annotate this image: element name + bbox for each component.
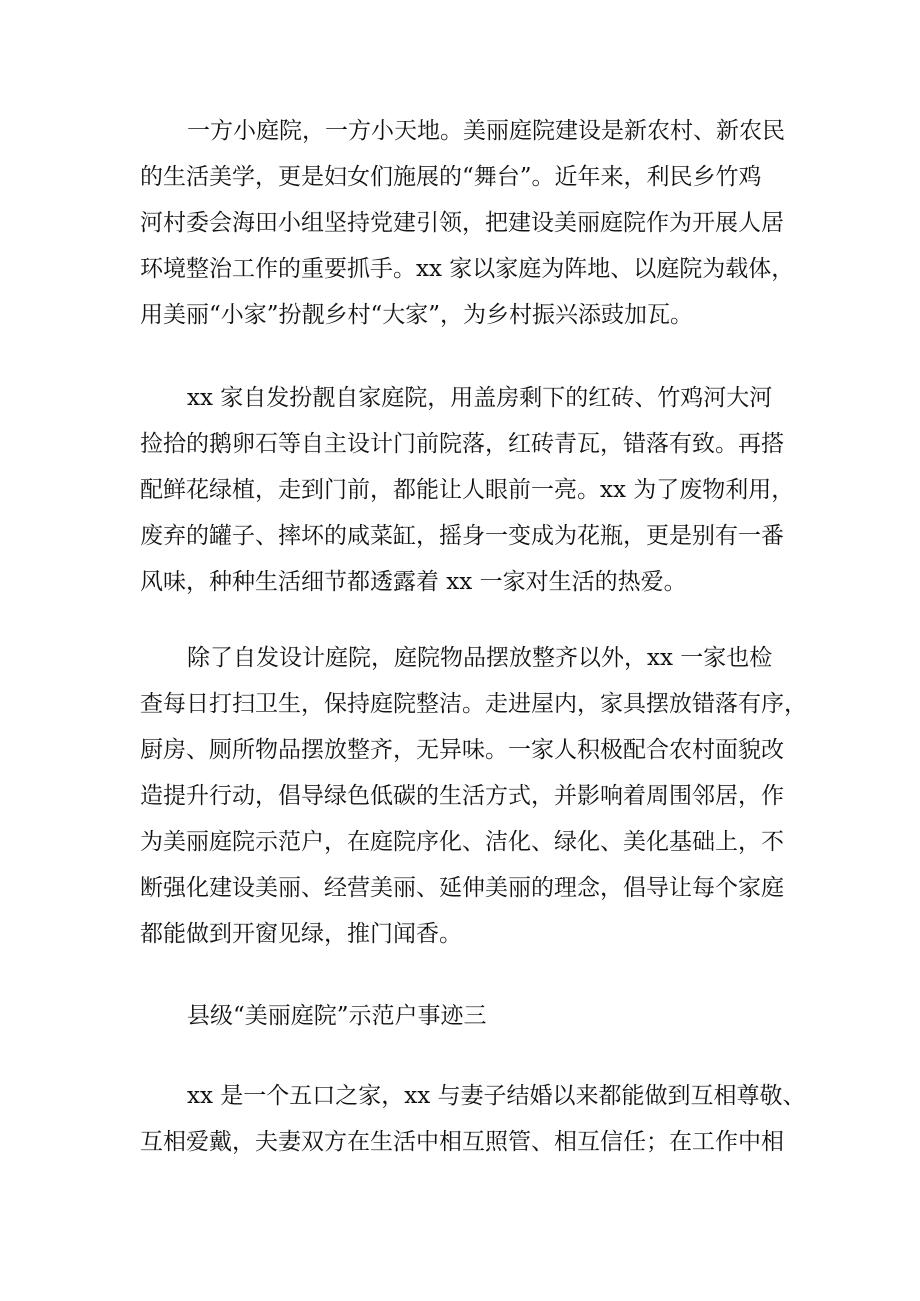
paragraph-1-line-3: 河村委会海田小组坚持党建引领，把建设美丽庭院作为开展人居	[140, 210, 784, 236]
paragraph-1-line-1: 一方小庭院，一方小天地。美丽庭院建设是新农村、新农民	[187, 118, 785, 144]
paragraph-4-line-1: xx 是一个五口之家，xx 与妻子结婚以来都能做到互相尊敬、	[187, 1083, 806, 1109]
paragraph-1-line-2: 的生活美学，更是妇女们施展的“舞台”。近年来，利民乡竹鸡	[140, 164, 762, 190]
paragraph-3-line-1: 除了自发设计庭院，庭院物品摆放整齐以外，xx 一家也检	[187, 645, 773, 671]
paragraph-3-line-3: 厨房、厕所物品摆放整齐，无异味。一家人积极配合农村面貌改	[140, 737, 784, 763]
paragraph-3-line-7: 都能做到开窗见绿，推门闻香。	[140, 921, 462, 947]
paragraph-4-line-2: 互相爱戴，夫妻双方在生活中相互照管、相互信任；在工作中相	[140, 1129, 784, 1155]
paragraph-3-line-2: 查每日打扫卫生，保持庭院整洁。走进屋内，家具摆放错落有序，	[140, 691, 807, 717]
paragraph-1-line-4: 环境整治工作的重要抓手。xx 家以家庭为阵地、以庭院为载体，	[140, 256, 795, 282]
paragraph-2-line-3: 配鲜花绿植，走到门前，都能让人眼前一亮。xx 为了废物利用，	[140, 477, 795, 503]
paragraph-3-line-6: 断强化建设美丽、经营美丽、延伸美丽的理念，倡导让每个家庭	[140, 875, 784, 901]
paragraph-2-line-2: 捡拾的鹅卵石等自主设计门前院落，红砖青瓦，错落有致。再搭	[140, 431, 784, 457]
paragraph-3-line-5: 为美丽庭院示范户，在庭院序化、洁化、绿化、美化基础上，不	[140, 829, 784, 855]
paragraph-1-line-5: 用美丽“小家”扮靓乡村“大家”，为乡村振兴添豉加瓦。	[140, 302, 694, 328]
paragraph-2-line-1: xx 家自发扮靓自家庭院，用盖房剩下的红砖、竹鸡河大河	[187, 385, 773, 411]
section-heading: 县级“美丽庭院”示范户事迹三	[187, 1003, 487, 1029]
paragraph-2-line-5: 风味，种种生活细节都透露着 xx 一家对生活的热爱。	[140, 569, 687, 595]
paragraph-2-line-4: 废弃的罐子、摔坏的咸菜缸，摇身一变成为花瓶，更是别有一番	[140, 523, 784, 549]
paragraph-3-line-4: 造提升行动，倡导绿色低碳的生活方式，并影响着周围邻居，作	[140, 783, 784, 809]
